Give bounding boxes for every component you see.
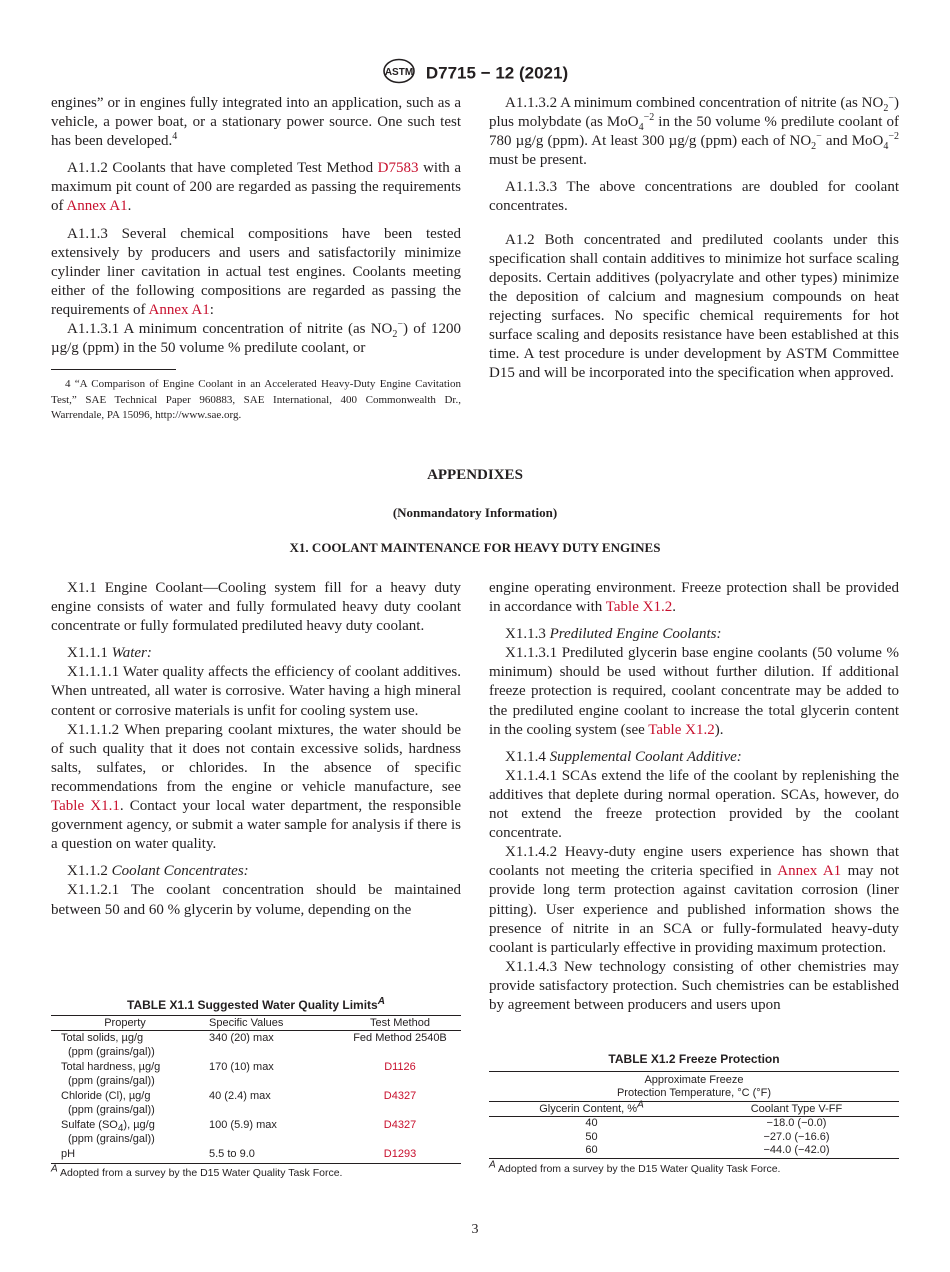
table-row — [51, 1031, 461, 1061]
paragraph-a1-1-3: A1.1.3 Several chemical compositions have been tested extensively by producers and users and satisfactorily minimize cylinder liner cavitation in actual test engines. Coolants meeting either of the following compositions are regarded as passing the requirements of Annex A1: — [51, 225, 461, 318]
paragraph-a1-1-3-2: A1.1.3.2 A minimum combined concentration of nitrite (as $NO_2^-$) plus molybdate (as MoO$_4^{-2}$ in the 50 volume % predilute coolant of 780 µg/g (ppm). At least 300 µg/g (ppm) each of $NO_2^-$ and MoO$_4^{-2}$ must be present. — [489, 93, 899, 169]
cell-freeze-temp: −44.0 (−42.0) — [763, 1144, 830, 1156]
cell-freeze-temp: −27.0 (−16.6) — [763, 1130, 830, 1143]
page-header — [0, 58, 950, 89]
table-x1-1-block — [51, 998, 461, 1179]
cell-test-method[interactable]: D4327 — [383, 1090, 417, 1102]
table-row — [51, 1060, 461, 1089]
table-row — [51, 1089, 461, 1118]
table-x1-1 — [51, 1015, 461, 1164]
right-column-bottom — [489, 579, 899, 1015]
cell-test-method[interactable]: D1126 — [384, 1061, 416, 1073]
paragraph-x1-1-4-2: X1.1.4.2 Heavy-duty engine users experience has shown that coolants not meeting the criteria specified in Annex A1 may not provide long term protection against cavitation corrosion (liner pitting). User experience and published information shows the presence of nitrite in an SCA or fully-formulated heavy-duty coolant is particularly effective in providing maximum protection. — [489, 844, 899, 956]
cell-value: 40 (2.4) max — [209, 1090, 271, 1102]
table-x1-1-note: $^A$ Adopted from a survey by the D15 Water Quality Task Force. — [51, 1163, 343, 1179]
table-x1-2-body — [489, 1117, 899, 1159]
paragraph-x1-1-4-3: X1.1.4.3 New technology consisting of other chemistries may provide satisfactory protection. Such chemistries can be established by agreement between producers and users upon — [489, 958, 899, 1013]
cell-property: Sulfate $(SO_4)$, µg/g (ppm (grains/gal)) — [61, 1119, 155, 1145]
link-table-x1-2[interactable]: Table X1.2 — [605, 599, 673, 616]
col-header-glycerin-content: Glycerin Content, %$^A$ — [539, 1099, 644, 1115]
svg-text:ASTM: ASTM — [384, 67, 414, 78]
link-annex-a1[interactable]: Annex A1 — [777, 863, 842, 880]
paragraph-x1-1-1: X1.1.1 Water: — [67, 645, 152, 662]
table-x1-2-block — [489, 1052, 899, 1175]
footnote-4: 4 “A Comparison of Engine Coolant in an Accelerated Heavy-Duty Engine Cavitation Test,” SAE Technical Paper 960883, SAE International, 400 Commonwealth Dr., Warrendale, PA 15096, http://www.sae.org. — [51, 378, 461, 421]
cell-glycerin-content: 50 — [585, 1130, 598, 1143]
cell-property: Total solids, µg/g (ppm (grains/gal)) — [61, 1032, 155, 1058]
table-row — [51, 1147, 461, 1163]
paragraph-x1-1-3: X1.1.3 Prediluted Engine Coolants: — [505, 626, 722, 643]
paragraph-a1-1-3-3: A1.1.3.3 The above concentrations are doubled for coolant concentrates. — [489, 179, 899, 215]
table-row — [489, 1117, 899, 1131]
table-x1-1-body — [51, 1031, 461, 1164]
col-header-property: Property — [104, 1017, 146, 1029]
paragraph-a1-2: A1.2 Both concentrated and prediluted coolants under this specification shall contain additives to minimize hot surface scaling deposits. Certain additives (polyacrylate and other types) minimize the deposition of calcium and magnesium compounds on heat rejecting surfaces. No specific chemical requirements for hot surface scaling and deposits resistance have been established at this time. A test procedure is under development by ASTM Committee D15 and will be incorporated into the specification when approved. — [489, 231, 899, 382]
paragraph-x1-1-1-2: X1.1.1.2 When preparing coolant mixtures, the water should be of such quality that it does not contain excessive solids, hardness salts, sulfates, or chlorides. In the absence of specific recommendations from the engine or vehicle manufacture, see Table X1.1. Contact your local water department, the responsible government agency, or submit a water sample for analysis if there is a question on water quality. — [51, 721, 461, 853]
table-row — [489, 1131, 899, 1145]
cell-value: 340 (20) max — [209, 1032, 274, 1044]
link-annex-a1[interactable]: Annex A1 — [148, 301, 210, 318]
nonmandatory-heading: (Nonmandatory Information) — [392, 505, 558, 520]
paragraph-x1-1-4: X1.1.4 Supplemental Coolant Additive: — [505, 748, 742, 765]
col-header-test-method: Test Method — [370, 1017, 430, 1029]
left-column-bottom — [51, 579, 461, 920]
cell-property: Chloride (Cl), µg/g (ppm (grains/gal)) — [61, 1090, 155, 1116]
paragraph-continued: engine operating environment. Freeze protection shall be provided in accordance with Table X1.2. — [489, 580, 899, 616]
cell-glycerin-content: 40 — [585, 1117, 598, 1129]
document-designation: D7715 − 12 (2021) — [425, 63, 569, 83]
paragraph-x1-1: X1.1 Engine Coolant—Cooling system fill for a heavy duty engine consists of water and fully formulated heavy duty coolant concentrate or fully formulated prediluted heavy duty coolant. — [51, 580, 461, 635]
paragraph-x1-1-4-1: X1.1.4.1 SCAs extend the life of the coolant by replenishing the additives that deplete during normal operation. SCAs, however, do not extend the freeze protection provided by the coolant concentrate. — [489, 767, 899, 842]
footnote-divider — [51, 369, 176, 370]
cell-test-method[interactable]: D4327 — [383, 1119, 417, 1131]
paragraph-x1-1-1-1: X1.1.1.1 Water quality affects the efficiency of coolant additives. When untreated, all water is corrosive. Water having a high mineral content or corrosive materials is unfit for cooling system use. — [51, 664, 461, 719]
cell-test-method: Fed Method 2540B — [353, 1032, 447, 1044]
table-row — [51, 1118, 461, 1147]
paragraph-x1-1-2: X1.1.2 Coolant Concentrates: — [67, 863, 249, 880]
cell-glycerin-content: 60 — [585, 1144, 598, 1156]
link-d7583[interactable]: D7583 — [377, 160, 419, 177]
paragraph-x1-1-3-1: X1.1.3.1 Prediluted glycerin base engine coolants (50 volume % minimum) should be used without further dilution. If additional freeze protection is required, coolant concentrate may be added to the prediluted engine coolant to increase the total glycerin content in the cooling system (see Table X1.2). — [489, 645, 899, 738]
cell-value: 100 (5.9) max — [209, 1119, 277, 1131]
paragraph-a1-1-3-1: A1.1.3.1 A minimum concentration of nitrite (as $NO_2^-$) of 1200 µg/g (ppm) in the 50 volume % predilute coolant, or — [51, 319, 462, 357]
link-table-x1-2[interactable]: Table X1.2 — [648, 721, 715, 738]
cell-freeze-temp: −18.0 (−0.0) — [766, 1117, 827, 1129]
appendixes-heading: APPENDIXES — [427, 467, 523, 483]
cell-test-method[interactable]: D1293 — [383, 1148, 417, 1160]
left-column-top — [51, 94, 461, 358]
cell-value: 170 (10) max — [209, 1061, 274, 1073]
col-header-specific-values: Specific Values — [209, 1017, 284, 1029]
table-row — [489, 1144, 899, 1158]
paragraph-a1-1-2: A1.1.2 Coolants that have completed Test Method D7583 with a maximum pit count of 200 are regarded as passing the requirements of Annex A1. — [51, 160, 461, 215]
table-x1-2-note: $^A$ Adopted from a survey by the D15 Water Quality Task Force. — [489, 1159, 781, 1175]
span-header-approx-freeze: Approximate Freeze Protection Temperature, °C (°F) — [616, 1074, 772, 1099]
col-header-coolant-type: Coolant Type V-FF — [750, 1103, 843, 1115]
paragraph-continued: engines” or in engines fully integrated into an application, such as a vehicle, a power boat, or a stationary power source. One such test has been developed.$^4$ — [51, 95, 461, 150]
paragraph-x1-1-2-1: X1.1.2.1 The coolant concentration should be maintained between 50 and 60 % glycerin by volume, depending on the — [51, 882, 461, 918]
astm-logo-icon — [382, 58, 416, 89]
link-annex-a1[interactable]: Annex A1 — [66, 198, 128, 215]
cell-property: Total hardness, µg/g (ppm (grains/gal)) — [61, 1061, 161, 1087]
table-x1-2 — [489, 1071, 899, 1159]
table-x1-2-caption: TABLE X1.2 Freeze Protection — [608, 1052, 780, 1066]
link-table-x1-1[interactable]: Table X1.1 — [51, 798, 120, 815]
page-number: 3 — [471, 1222, 479, 1237]
cell-value: 5.5 to 9.0 — [209, 1148, 255, 1160]
x1-heading: X1. COOLANT MAINTENANCE FOR HEAVY DUTY ENGINES — [289, 540, 661, 555]
table-x1-1-caption: TABLE X1.1 Suggested Water Quality Limits$^A$ — [127, 996, 385, 1012]
right-column-top — [489, 94, 899, 383]
cell-property: pH — [61, 1148, 76, 1160]
